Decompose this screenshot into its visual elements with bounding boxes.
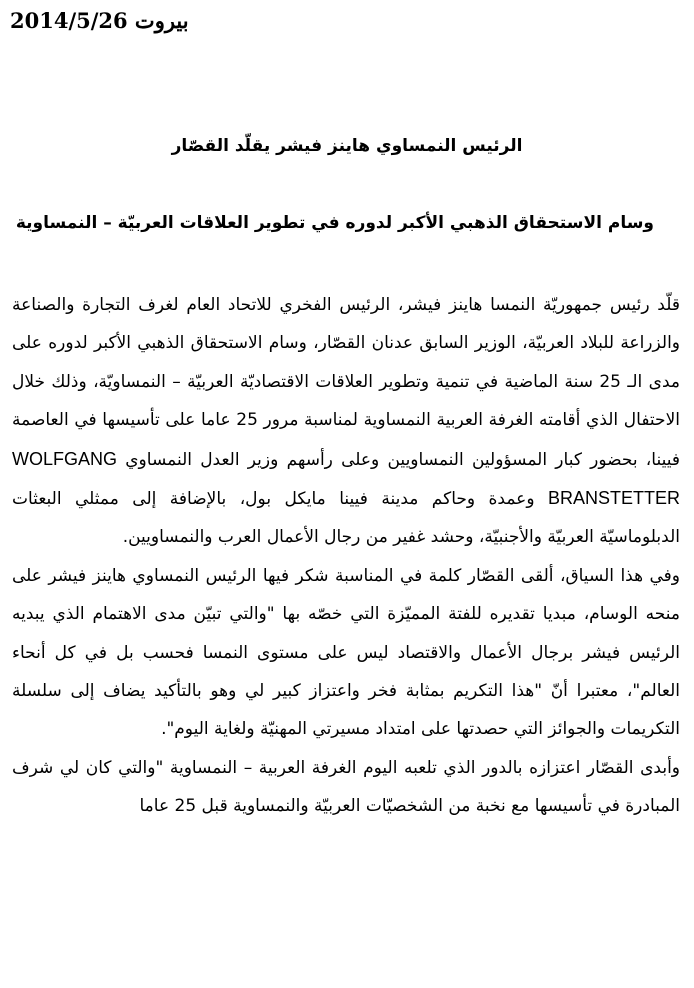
- paragraph-1-text-a: قلّد رئيس جمهوريّة النمسا هاينز فيشر، الرئيس الفخري للاتحاد العام لغرف التجارة والصناعة والزراعة للبلاد العربيّة، الوزير السابق عدنان القصّار، وسام الاستحقاق الذهبي الأكبر لدوره على مدى الـ 25 سنة الماضية في تنمية وتطوير العلاقات الاقتصاديّة العربيّة – النمساويّة، وذلك خلال الاحتفال الذي أقامته الغرفة العربية النمساوية لمناسبة مرور 25 عاما على تأسيسها في العاصمة فيينا، بحضور كبار المسؤولين النمساويين وعلى رأسهم وزير العدل النمساوي: [12, 295, 680, 470]
- paragraph-3: وأبدى القصّار اعتزازه بالدور الذي تلعبه اليوم الغرفة العربية – النمساوية "والتي كان لي شرف المبادرة في تأسيسها مع نخبة من الشخصيّات العربيّة والنمساوية قبل 25 عاما: [12, 757, 680, 817]
- document-subtitle: وسام الاستحقاق الذهبي الأكبر لدوره في تطوير العلاقات العربيّة – النمساوية: [15, 213, 654, 233]
- paragraph-1-text-b: وعمدة وحاكم مدينة فيينا مايكل بول، بالإضافة إلى ممثلي البعثات الدبلوماسيّة العربيّة والأجنبيّة، وحشد غفير من رجال الأعمال العرب والنمساويين.: [12, 489, 680, 548]
- minister-last-name: BRANSTETTER: [548, 488, 681, 509]
- dateline: بيروت 2014/5/26: [10, 8, 189, 33]
- paragraph-1: [12, 286, 680, 557]
- article-body: [12, 286, 680, 826]
- document-title: الرئيس النمساوي هاينز فيشر يقلّد القصّار: [171, 136, 523, 156]
- minister-first-name: WOLFGANG: [12, 448, 118, 469]
- paragraph-2: وفي هذا السياق، ألقى القصّار كلمة في المناسبة شكر فيها الرئيس النمساوي هاينز فيشر على منحه الوسام، مبديا تقديره للفتة المميّزة التي خصّه بها "والتي تبيّن مدى الاهتمام الذي يبديه الرئيس فيشر برجال الأعمال والاقتصاد ليس على مستوى النمسا فحسب بل في كل أنحاء العالم"، معتبرا أنّ "هذا التكريم بمثابة فخر واعتزاز كبير لي وهو بالتأكيد يضاف إلى سلسلة التكريمات والجوائز التي حصدتها على امتداد مسيرتي المهنيّة ولغاية اليوم".: [12, 565, 680, 740]
